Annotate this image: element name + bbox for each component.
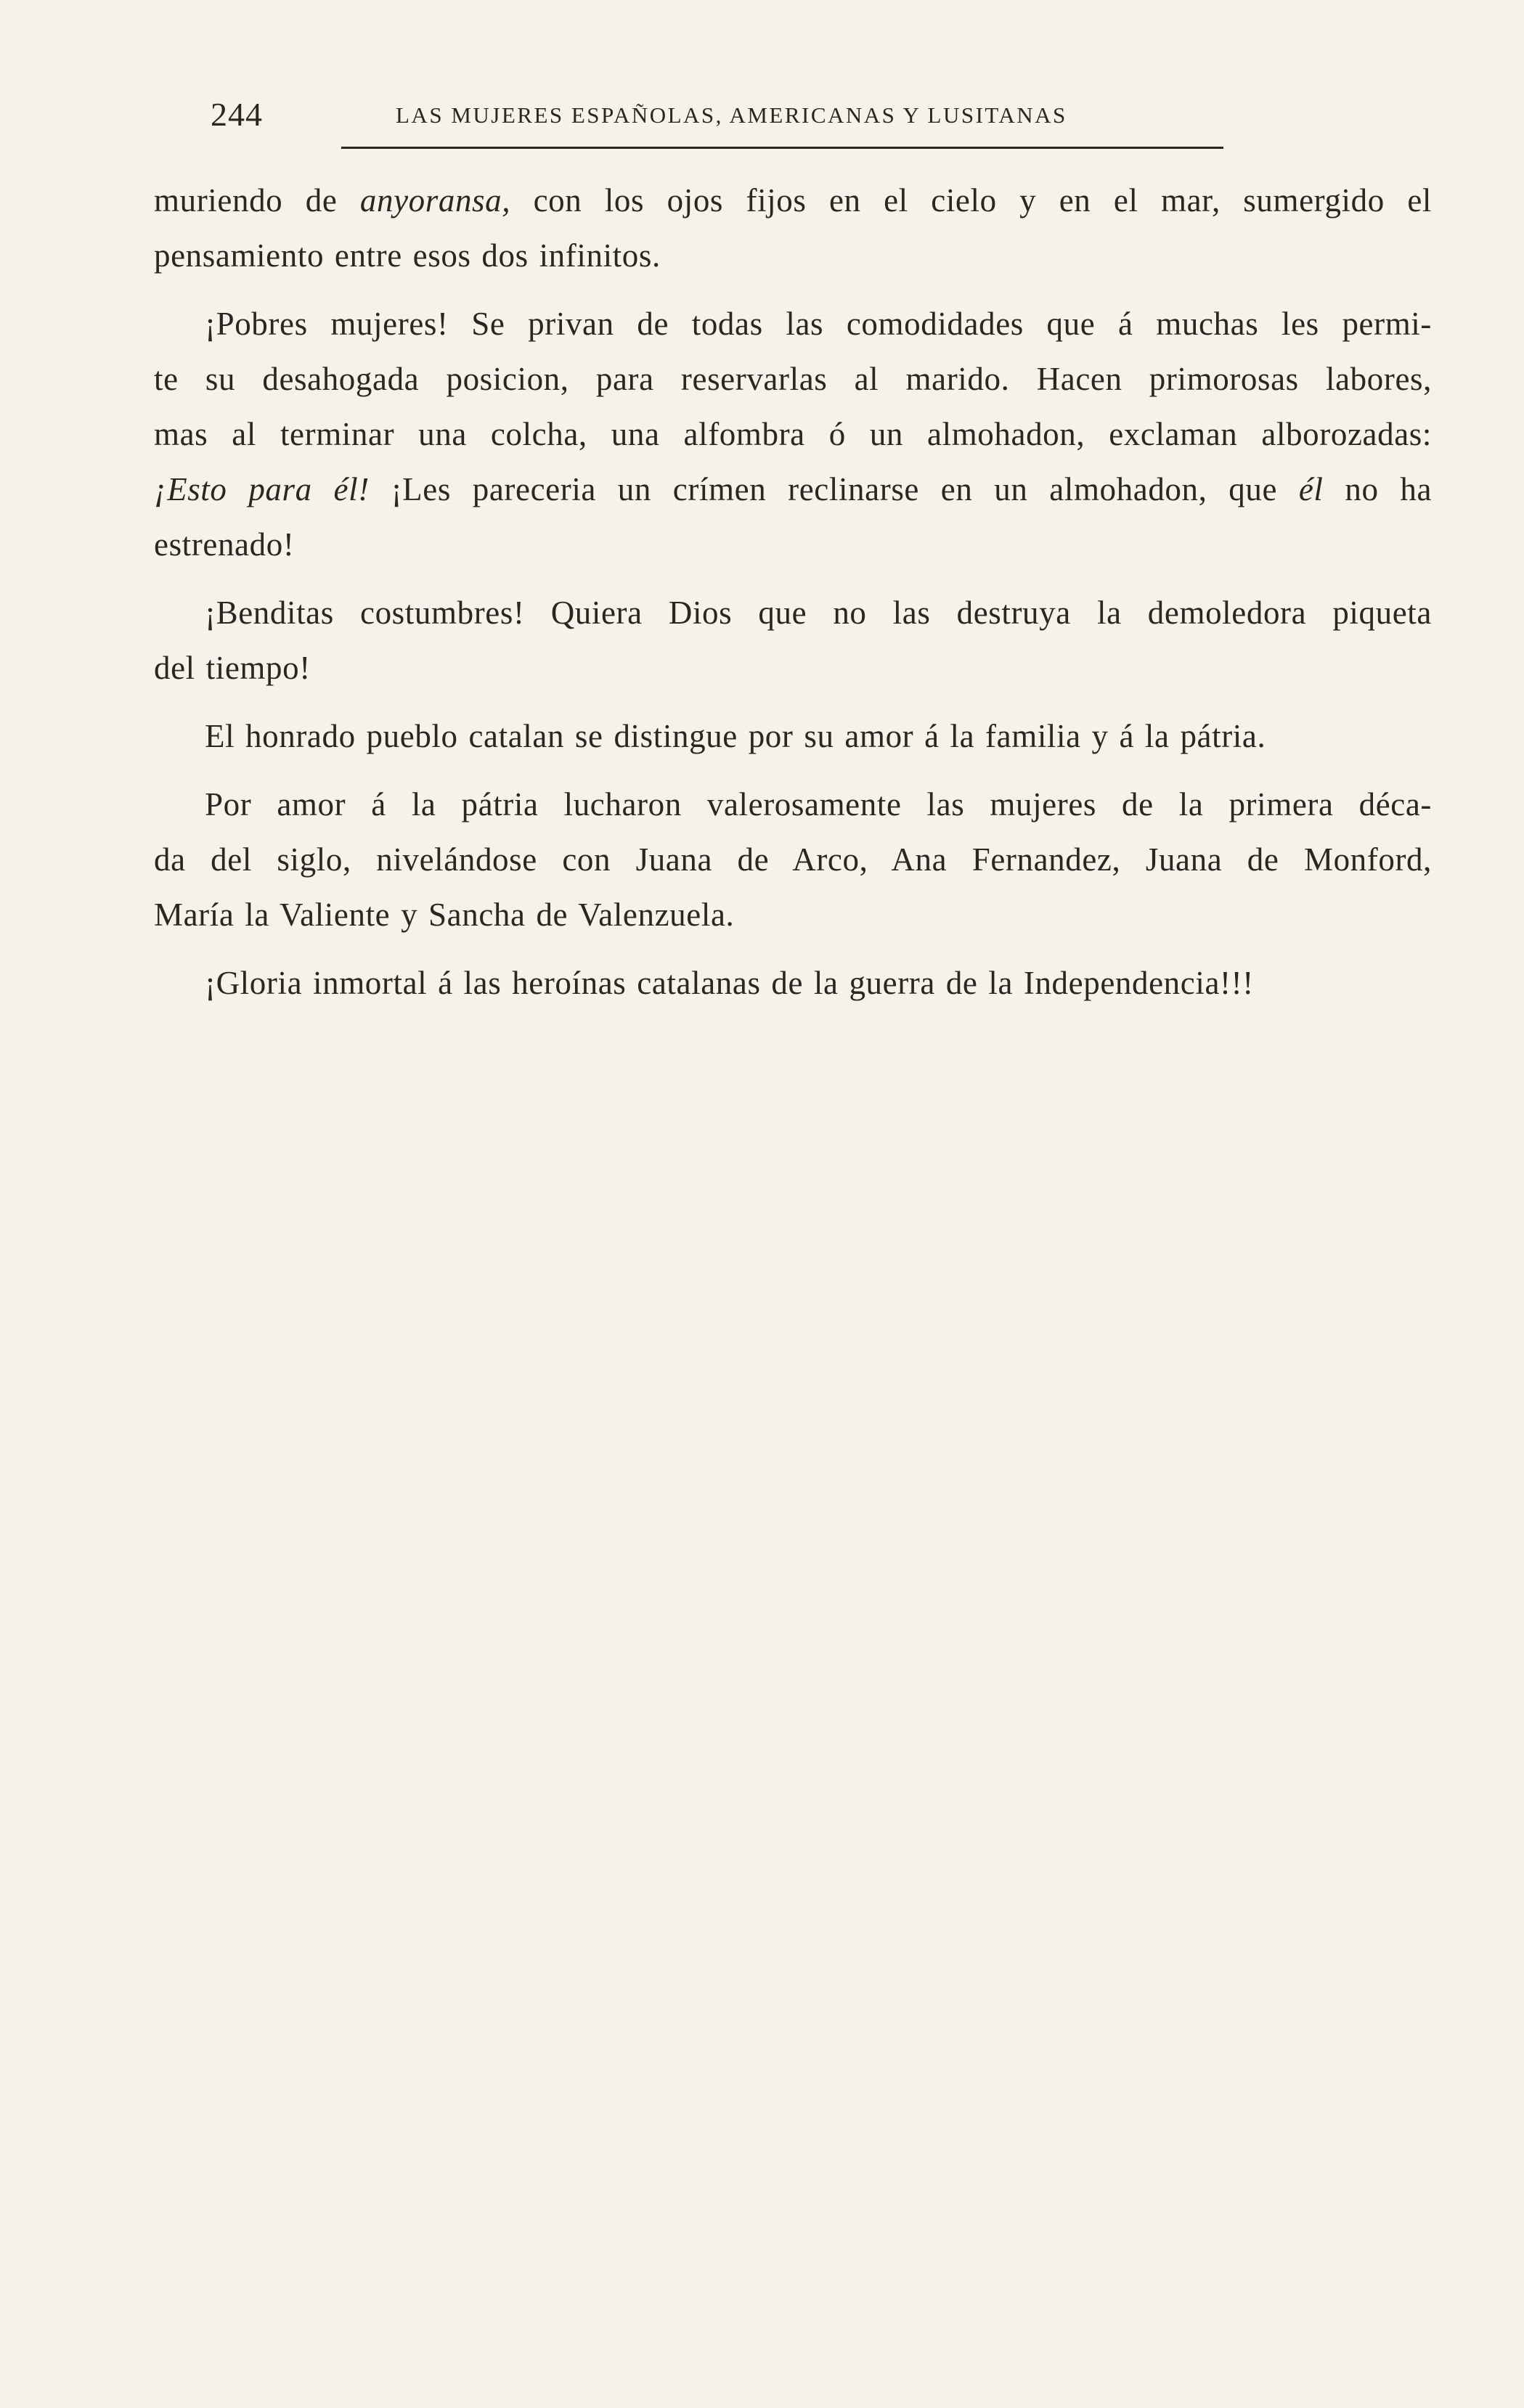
text-line: ¡Pobres mujeres! Se privan de todas las comodidades que á muchas les permi- xyxy=(205,306,1432,342)
paragraph-4 xyxy=(154,709,1432,764)
text-line xyxy=(154,462,1432,517)
text-line: estrenado! xyxy=(154,526,295,563)
text-line xyxy=(154,173,1432,228)
running-head xyxy=(211,93,1226,144)
text-run: ¡Les pareceria un crímen reclinarse en un almohadon, que xyxy=(369,471,1299,507)
header-rule xyxy=(341,147,1223,149)
text-line: ¡Benditas costumbres! Quiera Dios que no las destruya la demoledora piqueta xyxy=(205,595,1432,631)
text-line: te su desahogada posicion, para reservarlas al marido. Hacen primorosas labores, xyxy=(154,361,1432,397)
text-line: pensamiento entre esos dos infinitos. xyxy=(154,237,661,274)
paragraph-2 xyxy=(154,296,1432,572)
text-run: muriendo de xyxy=(154,182,360,219)
italic-phrase: ¡Esto para él! xyxy=(154,471,370,507)
text-run: con los ojos fijos en el cielo y en el mar, sumergido el xyxy=(510,182,1432,219)
italic-word: anyoransa, xyxy=(359,182,511,219)
text-line: El honrado pueblo catalan se distingue por su amor á la familia y á la pátria. xyxy=(205,718,1266,754)
text-line: mas al terminar una colcha, una alfombra ó un almohadon, exclaman alborozadas: xyxy=(154,416,1432,452)
text-line: Por amor á la pátria lucharon valerosamente las mujeres de la primera déca- xyxy=(205,786,1432,823)
text-run: no ha xyxy=(1323,471,1433,507)
paragraph-6 xyxy=(154,955,1432,1011)
paragraph-1 xyxy=(154,173,1432,283)
paragraph-5 xyxy=(154,777,1432,942)
text-line: del tiempo! xyxy=(154,650,311,686)
italic-word: él xyxy=(1298,471,1324,507)
page-number: 244 xyxy=(211,96,263,133)
body-text xyxy=(154,173,1432,1011)
text-line: da del siglo, nivelándose con Juana de Arco, Ana Fernandez, Juana de Monford, xyxy=(154,841,1432,878)
text-line: ¡Gloria inmortal á las heroínas catalanas de la guerra de la Independencia!!! xyxy=(205,965,1254,1001)
text-line: María la Valiente y Sancha de Valenzuela. xyxy=(154,897,735,933)
running-title: LAS MUJERES ESPAÑOLAS, AMERICANAS Y LUSITANAS xyxy=(396,102,1067,128)
paragraph-3 xyxy=(154,585,1432,695)
